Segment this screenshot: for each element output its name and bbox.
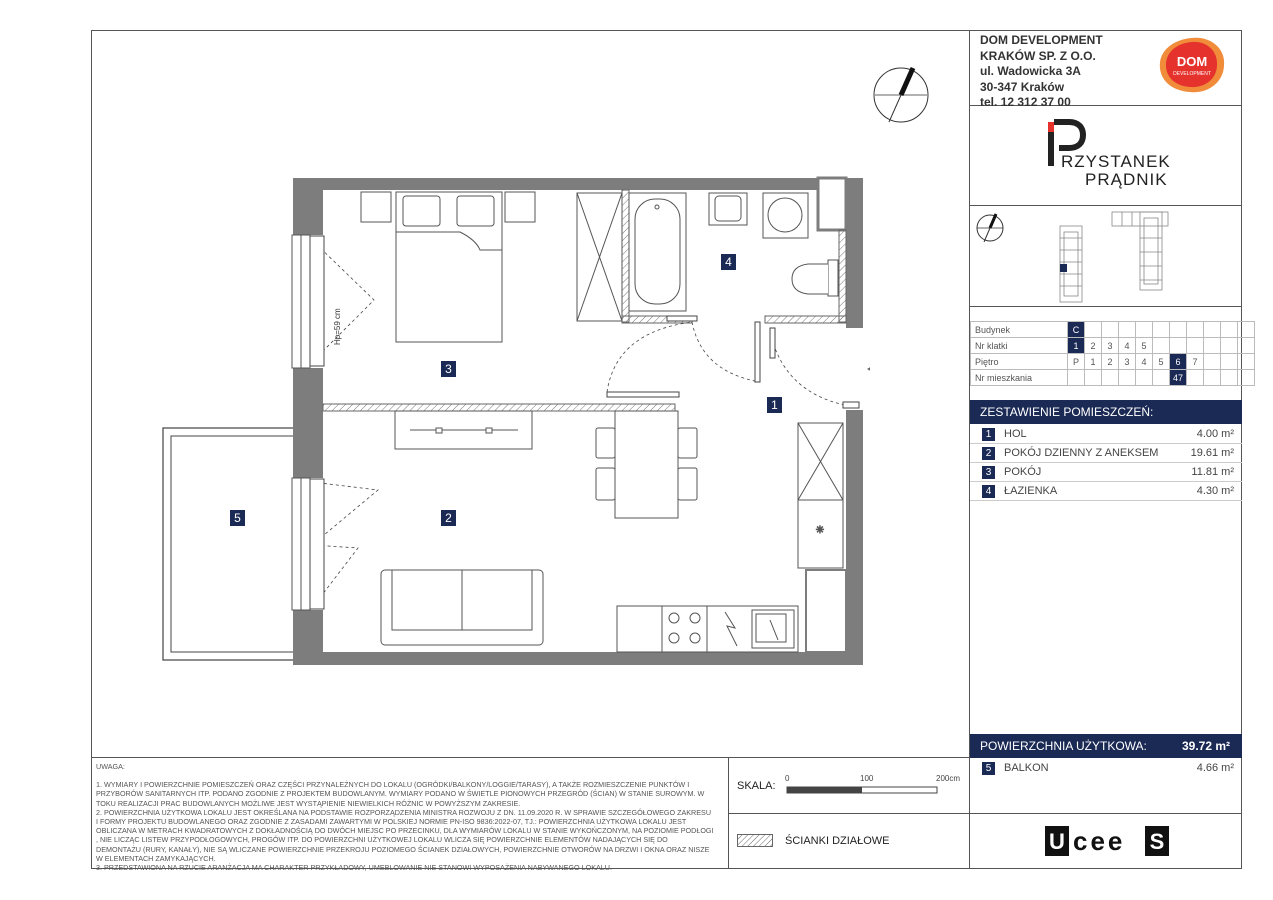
notes-paragraph: 2. POWIERZCHNIA UŻYTKOWA LOKALU JEST OKREŚLANA NA PODSTAWIE ROZPORZĄDZENIA MINISTRA ROZWOJU Z DN. 11.09.2020 R. W SPRAWIE SZCZEGÓŁOWEGO ZAKRESU I FORMY PROJEKTU BUDOWLANEGO ORAZ ZGODNIE Z ZASADAMI ZAWARTYMI W POLSKIEJ NORMIE PN-ISO 9836:2022-07, TJ.: POWIERZCHNIA UŻYTKOWA LOKALU JEST OBLICZANA W METRACH KWADRATOWYCH Z DOKŁADNOŚCIĄ DO DWÓCH MIEJSC PO PRZECINKU, DLA WYMIARÓW LOKALU W STANIE WYKOŃCZONYM, NA POZIOMIE PODŁOGI , NIE LICZĄC LISTEW PRZYPODŁOGOWYCH, PROGÓW ITP. DO POWIERZCHNI UŻYTKOWEJ LOKALU WLICZA SIĘ POWIERZCHNIE ELEMENTÓW NADAJĄCYCH SIĘ DO DEMONTAŻU (RURY, KANAŁY), NIE SĄ WLICZANE POWIERZCHNIE PRZEKROJU POZIOMEGO ŚCIANEK DZIAŁOWYCH, POWIERZCHNIE OTWORÓW NA DRZWI I OKNA ORAZ NISZE W ELEMENTACH ZAMYKAJĄCYCH. bbox=[96, 807, 714, 863]
table-row bbox=[971, 338, 1255, 354]
company-address bbox=[980, 33, 1103, 111]
room-number: 5 bbox=[982, 762, 995, 775]
label-pietro: Piętro bbox=[971, 354, 1068, 370]
przystanek-pradnik-logo bbox=[1045, 118, 1175, 190]
room-area: 4.30 m² bbox=[1196, 485, 1234, 497]
cell-klatka-1: 1 bbox=[1068, 338, 1085, 354]
scale-bar bbox=[785, 784, 955, 796]
list-item bbox=[970, 425, 1242, 444]
company-street: ul. Wadowicka 3A bbox=[980, 64, 1081, 78]
north-arrow-icon bbox=[870, 64, 932, 126]
cell-pietro-5: 5 bbox=[1153, 354, 1170, 370]
room-name: POKÓJ bbox=[1004, 466, 1042, 478]
room-number: 4 bbox=[982, 485, 995, 498]
ceiling-height-note: Hp=59 cm bbox=[333, 308, 342, 345]
legend-label: ŚCIANKI DZIAŁOWE bbox=[785, 835, 890, 847]
plan-label-hol: 1 bbox=[767, 397, 782, 413]
partition-wall-swatch bbox=[737, 834, 773, 848]
total-area-bar bbox=[970, 734, 1242, 758]
room-number: 2 bbox=[982, 447, 995, 460]
company-name: DOM DEVELOPMENT bbox=[980, 33, 1103, 47]
dom-development-logo bbox=[1156, 36, 1228, 96]
table-row bbox=[971, 322, 1255, 338]
scale-tick-100: 100 bbox=[860, 774, 874, 783]
plan-label-bedroom: 3 bbox=[441, 361, 456, 377]
frame-divider-scale bbox=[728, 813, 969, 814]
cell-pietro-2: 2 bbox=[1102, 354, 1119, 370]
cell-pietro-7: 7 bbox=[1187, 354, 1204, 370]
frame-divider-bottom bbox=[91, 757, 969, 758]
room-name: BALKON bbox=[1004, 762, 1049, 774]
project-divider bbox=[969, 205, 1242, 206]
cell-pietro-3: 3 bbox=[1119, 354, 1136, 370]
room-name: POKÓJ DZIENNY Z ANEKSEM bbox=[1004, 447, 1159, 459]
room-area: 11.81 m² bbox=[1191, 466, 1234, 478]
total-area-label: POWIERZCHNIA UŻYTKOWA: bbox=[980, 739, 1147, 753]
svg-text:S: S bbox=[1149, 829, 1165, 854]
cell-klatka-3: 3 bbox=[1102, 338, 1119, 354]
bed bbox=[361, 192, 535, 342]
list-item bbox=[970, 463, 1242, 482]
entrance-arrow-icon bbox=[867, 360, 870, 378]
svg-text:U: U bbox=[1049, 829, 1065, 854]
cell-pietro-1: 1 bbox=[1085, 354, 1102, 370]
company-phone: tel. 12 312 37 00 bbox=[980, 95, 1071, 109]
list-item bbox=[970, 444, 1242, 463]
keyplan-compass-icon bbox=[977, 214, 1003, 242]
cell-klatka-4: 4 bbox=[1119, 338, 1136, 354]
apartment-info-table bbox=[970, 321, 1255, 386]
cell-pietro-4: 4 bbox=[1136, 354, 1153, 370]
balcony-row bbox=[970, 759, 1242, 778]
notes-paragraph: 1. WYMIARY I POWIERZCHNIE POMIESZCZEŃ ORAZ CZĘŚCI PRZYNALEŻNYCH DO LOKALU (OGRÓDKI/BALKONY/LOGGIE/TARASY), A TAKŻE ROZMIESZCZENIE PUNKTÓW I PRZYBORÓW SANITARNYCH ITP. PODANO ZGODNIE Z PROJEKTEM BUDOWLANYM. WYMIARY PODANO W ŚWIETLE PIONOWYCH PRZEGRÓD (ŚCIAN) W STANIE SUROWYM. W TOKU REALIZACJI PRAC BUDOWLANYCH MOŻLIWE JEST WYSTĄPIENIE NIEWIELKICH RÓŻNIC W POWYŻSZYM ZAKRESIE. bbox=[96, 780, 705, 808]
room-number: 3 bbox=[982, 466, 995, 479]
project-logo-line1: RZYSTANEK bbox=[1061, 152, 1171, 171]
scale-tick-0: 0 bbox=[785, 774, 790, 783]
company-city: 30-347 Kraków bbox=[980, 79, 1065, 94]
label-budynek: Budynek bbox=[971, 322, 1068, 338]
plan-label-balcony: 5 bbox=[230, 510, 245, 526]
cell-klatka-2: 2 bbox=[1085, 338, 1102, 354]
key-plan bbox=[972, 208, 1240, 304]
cell-pietro-p: P bbox=[1068, 354, 1085, 370]
keyplan-divider bbox=[969, 306, 1242, 307]
project-logo-line2: PRĄDNIK bbox=[1085, 170, 1168, 189]
plan-label-living: 2 bbox=[441, 510, 456, 526]
room-name: ŁAZIENKA bbox=[1004, 485, 1058, 497]
room-number: 1 bbox=[982, 428, 995, 441]
list-item bbox=[970, 482, 1242, 501]
company-branch: KRAKÓW SP. Z O.O. bbox=[980, 48, 1096, 63]
total-area-value: 39.72 m² bbox=[1181, 739, 1230, 753]
table-row bbox=[971, 354, 1255, 370]
notes-block bbox=[96, 762, 714, 872]
svg-text:✳: ✳ bbox=[815, 525, 825, 536]
rooms-header: ZESTAWIENIE POMIESZCZEŃ: bbox=[970, 400, 1242, 424]
notes-paragraph: 3. PRZEDSTAWIONA NA RZUCIE ARANŻACJA MA CHARAKTER PRZYKŁADOWY, UMEBLOWANIE NIE STANOWI WYPOSAŻENIA NABYWANEGO LOKALU. bbox=[96, 863, 612, 873]
bathroom-fixtures bbox=[577, 193, 838, 321]
ucees-logo bbox=[1045, 826, 1171, 856]
table-row bbox=[971, 370, 1255, 386]
scale-tick-200: 200cm bbox=[936, 774, 961, 783]
keyplan-buildings bbox=[1060, 212, 1168, 302]
balcony bbox=[163, 428, 294, 660]
room-area: 4.00 m² bbox=[1196, 428, 1234, 440]
keyplan-apartment-marker bbox=[1060, 264, 1067, 272]
room-area: 4.66 m² bbox=[1196, 762, 1234, 774]
floor-plan bbox=[150, 170, 870, 670]
plan-label-bathroom: 4 bbox=[721, 254, 736, 270]
room-area: 19.61 m² bbox=[1190, 447, 1234, 459]
svg-text:cee: cee bbox=[1073, 826, 1126, 856]
scale-label: SKALA: bbox=[737, 780, 776, 792]
notes-title: UWAGA: bbox=[96, 762, 125, 771]
cell-mieszkanie-number: 47 bbox=[1170, 370, 1187, 386]
room-name: HOL bbox=[1004, 428, 1027, 440]
label-mieszkanie: Nr mieszkania bbox=[971, 370, 1068, 386]
brand-divider bbox=[969, 813, 1242, 814]
label-klatka: Nr klatki bbox=[971, 338, 1068, 354]
dom-logo-subtext: DEVELOPMENT bbox=[1173, 71, 1211, 77]
cell-budynek-c: C bbox=[1068, 322, 1085, 338]
doors bbox=[607, 316, 859, 408]
dom-logo-text: DOM bbox=[1176, 54, 1208, 69]
cell-klatka-5: 5 bbox=[1136, 338, 1153, 354]
cell-pietro-6: 6 bbox=[1170, 354, 1187, 370]
